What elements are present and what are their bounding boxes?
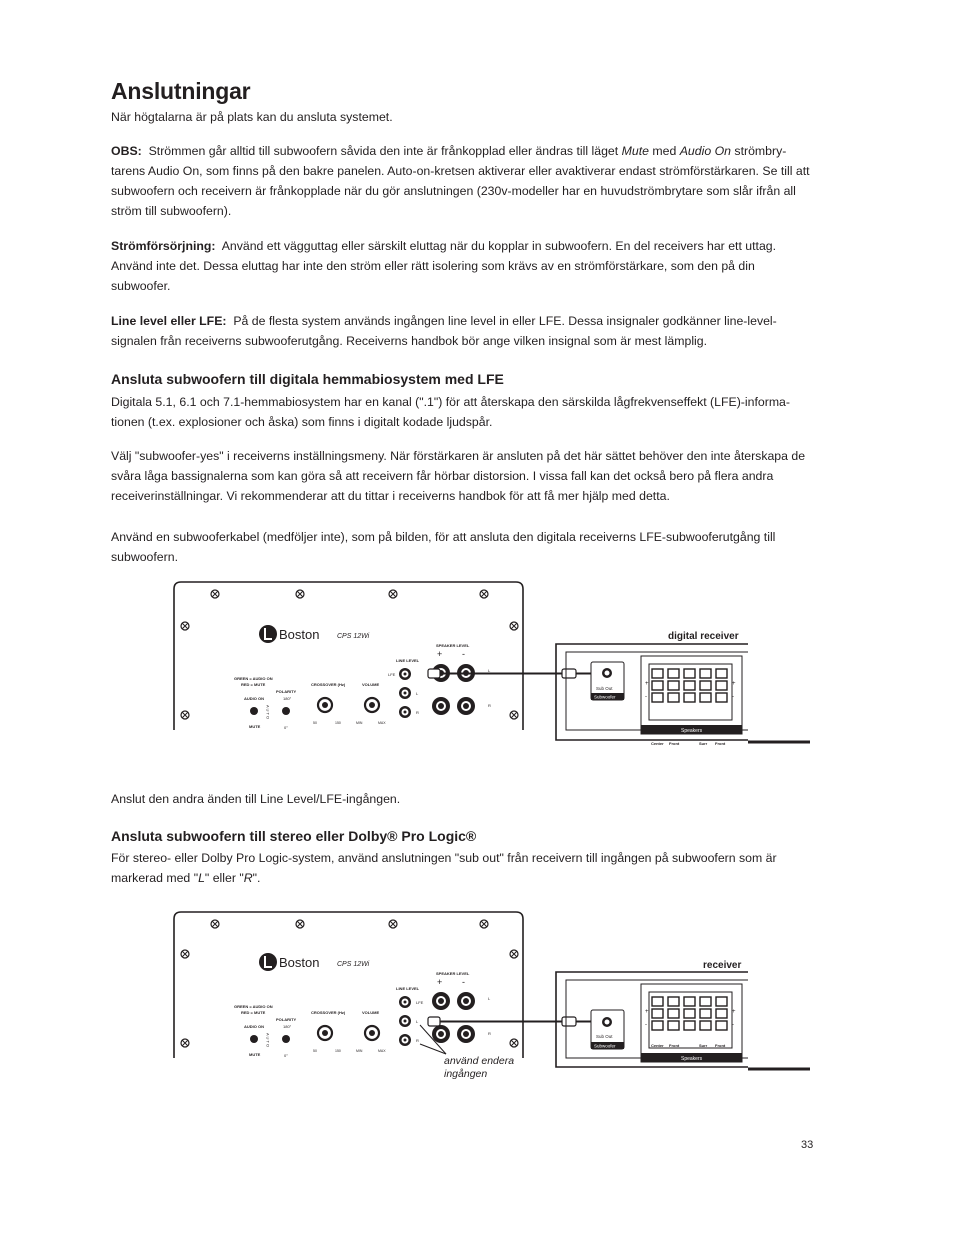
receiver-plus-left: + — [645, 1009, 649, 1015]
model-name: CPS 12Wi — [337, 633, 370, 640]
rca-jack-icon — [602, 1017, 612, 1027]
callout-text-line2: ingången — [444, 1068, 488, 1080]
speaker-terminal-icon — [716, 1009, 727, 1018]
speaker-terminal-icon — [684, 997, 695, 1006]
polarity-switch-icon — [282, 1035, 290, 1043]
mute-label: MUTE — [249, 1052, 261, 1057]
binding-post-icon — [457, 992, 475, 1010]
subwoofer-cable — [428, 1017, 600, 1026]
speaker-terminal-icon — [700, 1009, 711, 1018]
front2-label: Front — [715, 741, 726, 746]
plus-label: + — [437, 649, 443, 659]
center-label: Center — [651, 741, 664, 746]
front-label: Front — [669, 1043, 680, 1048]
deg180-label: 180° — [283, 1024, 292, 1029]
section2-heading: Ansluta subwoofern till stereo eller Dolby® Pro Logic® — [111, 828, 477, 844]
spk-r-label: R — [488, 703, 491, 708]
volume-label: VOLUME — [362, 1010, 380, 1015]
digital-receiver-label: digital receiver — [668, 631, 739, 642]
deg0-label: 0° — [284, 725, 288, 730]
binding-post-icon — [432, 992, 450, 1010]
speakers-label: Speakers — [681, 1056, 703, 1062]
line-level-label: LINE LEVEL — [396, 986, 420, 991]
lfe-label: LFE — [416, 1000, 424, 1005]
rca-jack-icon — [399, 1015, 411, 1027]
r-label: R — [416, 1038, 419, 1043]
speaker-terminals — [652, 997, 727, 1030]
speaker-terminal-icon — [652, 1021, 663, 1030]
speaker-terminal-icon — [700, 997, 711, 1006]
section2-text-b: " eller " — [204, 871, 244, 885]
crossover-label: CROSSOVER (Hz) — [311, 1010, 346, 1015]
rca-jack-icon — [399, 996, 411, 1008]
audio-on-label: AUDIO ON — [244, 696, 264, 701]
sub-out-label: Sub Out — [596, 686, 613, 691]
polarity-label: POLARITY — [276, 1017, 297, 1022]
speaker-terminal-icon — [652, 997, 663, 1006]
receiver-illustration — [556, 960, 810, 1069]
green-audio-on-label: GREEN = AUDIO ON — [234, 676, 273, 681]
volume-label: VOLUME — [362, 682, 380, 687]
hz150-label: 150 — [335, 721, 341, 725]
receiver-plus-right: + — [732, 681, 736, 687]
speaker-terminal-icon — [668, 1021, 679, 1030]
obs-mute: Mute — [621, 144, 649, 158]
receiver-plus-right: + — [732, 1009, 736, 1015]
screw-icon — [296, 920, 304, 928]
deg180-label: 180° — [283, 696, 292, 701]
receiver-minus-right: - — [732, 1022, 734, 1028]
speaker-level-label: SPEAKER LEVEL — [436, 971, 470, 976]
section1-paragraph-1: Digitala 5.1, 6.1 och 7.1-hemmabiosystem har en kanal (".1") för att återskapa den särskilda lågfrekvenseffekt (LFE)-informationen (t.ex. explosioner och åska) som finns i digitalt kodade ljudspår. — [111, 395, 791, 429]
model-name: CPS 12Wi — [337, 961, 370, 968]
brand-name: Boston — [279, 627, 320, 642]
screw-icon — [181, 1039, 189, 1047]
hz50-label: 50 — [313, 1049, 317, 1053]
auto-label: A U T O — [265, 1033, 271, 1048]
section1-paragraph-2: Välj "subwoofer-yes" i receiverns inställningsmeny. När förstärkaren är ansluten på det här sättet behöver den inte återskapa de svåra låga bassignalerna som kan göra så att receivern får hörbar distorsion. I vissa fall kan det också bero på flera andra receiverinställningar. Vi rekommenderar att du tittar i receiverns handbok för att få mer hjälp med detta. — [111, 449, 806, 503]
green-audio-on-label: GREEN = AUDIO ON — [234, 1004, 273, 1009]
front2-label: Front — [715, 1043, 726, 1048]
r-label: R — [416, 710, 419, 715]
binding-post-icon — [457, 1025, 475, 1043]
volume-knob-icon — [365, 1026, 379, 1040]
section1-heading: Ansluta subwoofern till digitala hemmabiosystem med LFE — [111, 371, 504, 387]
crossover-label: CROSSOVER (Hz) — [311, 682, 346, 687]
hz50-label: 50 — [313, 721, 317, 725]
hz150-label: 150 — [335, 1049, 341, 1053]
max-label: MAX — [378, 1049, 386, 1053]
intro-paragraph: När högtalarna är på plats kan du ansluta systemet. — [111, 110, 393, 124]
front-label: Front — [669, 741, 680, 746]
rca-jack-icon — [399, 1034, 411, 1046]
obs-text-2: med — [652, 144, 677, 158]
crossover-knob-icon — [318, 1026, 332, 1040]
subwoofer-panel-2 — [174, 912, 523, 1058]
speaker-terminal-icon — [668, 997, 679, 1006]
obs-text-3: strömbrytarens Audio On, som finns på den bakre panelen. Auto-on-kretsen aktiverar eller avaktiverar endast strömförstärkaren. Se till att subwoofern och receivern är frånkopplade när du gör anslutningen (230v-modeller har en huvudströmbrytare som slår ifrån all ström till subwoofern). — [111, 144, 810, 218]
line-level-text: På de flesta system används ingången line level in eller LFE. Dessa insignaler godkänner line-level-signalen från receiverns subwooferutgång. Receiverns handbok bör ange vilken insignal som är mest lämplig. — [111, 314, 777, 348]
surr-label: Surr — [699, 1043, 708, 1048]
screw-icon — [181, 950, 189, 958]
section2-r: R — [243, 871, 253, 885]
screw-icon — [389, 920, 397, 928]
l-label: L — [416, 1019, 419, 1024]
speaker-level-label: SPEAKER LEVEL — [436, 643, 470, 648]
l-label: L — [416, 691, 419, 696]
minus-label: - — [462, 977, 465, 987]
screw-icon — [510, 950, 518, 958]
page-number: 33 — [801, 1139, 814, 1151]
deg0-label: 0° — [284, 1053, 288, 1058]
spk-l-label: L — [488, 996, 491, 1001]
speaker-terminal-icon — [716, 1021, 727, 1030]
spk-r-label: R — [488, 1031, 491, 1036]
speaker-terminal-icon — [716, 997, 727, 1006]
section1-paragraph-3: Använd en subwooferkabel (medföljer inte), som på bilden, för att ansluta den digitala receiverns LFE-subwooferutgång till subwoofern. — [111, 530, 776, 564]
sub-out-label: Sub Out — [596, 1034, 613, 1039]
speaker-terminal-icon — [684, 1021, 695, 1030]
section2-text-c: ". — [252, 871, 261, 885]
min-label: MIN — [356, 1049, 363, 1053]
receiver-minus-left: - — [645, 694, 647, 700]
red-mute-label: RED = MUTE — [241, 1010, 266, 1015]
spk-l-label: L — [488, 668, 491, 673]
surr-label: Surr — [699, 741, 708, 746]
receiver-minus-left: - — [645, 1022, 647, 1028]
speaker-terminal-icon — [684, 1009, 695, 1018]
receiver-minus-right: - — [732, 694, 734, 700]
power-text: Använd ett vägguttag eller särskilt eluttag när du kopplar in subwoofern. En del receivers har ett uttag. Använd inte det. Dessa eluttag har inte den ström eller rätt isolering som krävs av en strömförstärkare, som den på din subwoofer. — [111, 239, 777, 293]
screw-icon — [510, 1039, 518, 1047]
subwoofer-label: Subwoofer — [594, 1043, 616, 1049]
page-title: Anslutningar — [111, 78, 251, 104]
receiver-plus-left: + — [645, 681, 649, 687]
subwoofer-label: Subwoofer — [594, 694, 616, 700]
min-label: MIN — [356, 721, 363, 725]
plus-label: + — [437, 977, 443, 987]
screw-icon — [211, 920, 219, 928]
obs-text-1: Strömmen går alltid till subwoofern såvida den inte är frånkopplad eller ändras till läget — [148, 144, 619, 158]
power-label: Strömförsörjning: — [111, 239, 216, 253]
obs-label: OBS: — [111, 144, 142, 158]
audio-on-label: AUDIO ON — [244, 1024, 264, 1029]
screw-icon — [480, 920, 488, 928]
speaker-terminal-icon — [700, 1021, 711, 1030]
section2-l: L — [198, 871, 205, 885]
speaker-terminal-icon — [668, 1009, 679, 1018]
polarity-label: POLARITY — [276, 689, 297, 694]
lfe-label: LFE — [388, 672, 396, 677]
power-switch-icon — [250, 1035, 258, 1043]
boston-logo-icon — [259, 953, 277, 971]
max-label: MAX — [378, 721, 386, 725]
minus-label: - — [462, 649, 465, 659]
center-label: Center — [651, 1043, 664, 1048]
auto-label: A U T O — [265, 705, 271, 720]
binding-post-icon — [432, 1025, 450, 1043]
brand-name: Boston — [279, 955, 320, 970]
section1-after-figure: Anslut den andra änden till Line Level/LFE-ingången. — [111, 792, 401, 806]
speakers-label: Speakers — [681, 728, 703, 734]
obs-audio-on: Audio On — [679, 144, 731, 158]
callout-text-line1: använd endera — [444, 1055, 515, 1067]
speaker-terminal-icon — [652, 1009, 663, 1018]
line-level-label: LINE LEVEL — [396, 658, 420, 663]
line-level-label: Line level eller LFE: — [111, 314, 227, 328]
red-mute-label: RED = MUTE — [241, 682, 266, 687]
receiver-label: receiver — [703, 960, 742, 971]
section2-text-a: För stereo- eller Dolby Pro Logic-system, använd anslutningen "sub out" från receivern till ingången på subwoofern som är markerad med " — [111, 851, 777, 885]
mute-label: MUTE — [249, 724, 261, 729]
